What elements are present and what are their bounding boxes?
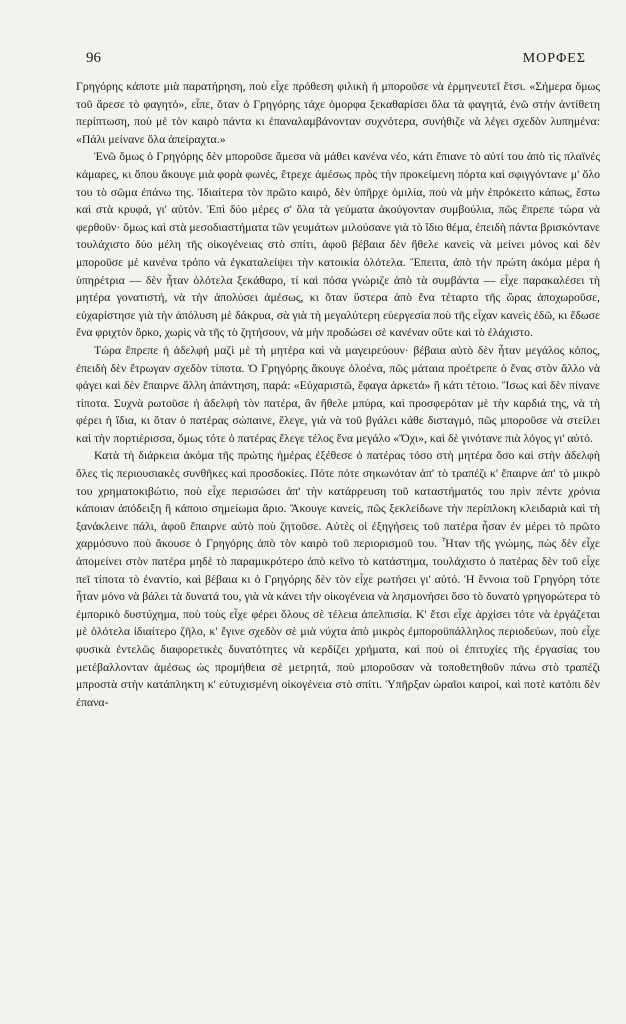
paragraph: Γρηγόρης κάποτε μιὰ παρατήρηση, ποὺ εἶχε πρόθεση φιλικὴ ἡ μποροῦσε νὰ ἑρμηνευτεῖ ἔτσι. «Σήμερα ὅμως τοῦ ἄρεσε τὸ φαγητό», εἶπε, ὅταν ὁ Γρηγόρης τάχε ὁμορφα ξεκαθαρίσει ὅλα τὰ φαγητά, ἐνῶ στὴν ἀντίθετη περίπτωση, ποὺ μὲ τὸν καιρὸ πάντα κι ἐπαναλαμβάνονταν συχνότερα, συνήθιζε νὰ λέγει σχεδὸν λυπημένα: «Πάλι μείνανε ὅλα ἀπείραχτα.»: [76, 79, 600, 146]
page-header: [86, 50, 586, 67]
page-body: [76, 78, 600, 711]
paragraph: Τώρα ἔπρεπε ἡ ἀδελφή μαζὶ μὲ τὴ μητέρα καὶ νὰ μαγειρεύουν· βέβαια αὐτὸ δὲν ἦταν μεγάλος κόπος, ἐπειδὴ δὲν ἔτρωγαν σχεδὸν τίποτα. Ὁ Γρηγόρης ἄκουγε ὁλοένα, πῶς μάταια προέτρεπε ὁ ἕνας στὸν ἄλλο νὰ φάγει καὶ δὲν ἔπαιρνε ἄλλη ἀπάντηση, παρά: «Εὐχαριστῶ, ἔφαγα ἀρκετά» ἢ κάτι τέτοιο. Ἴσως καὶ δὲν πίνανε τίποτα. Συχνὰ ρωτοῦσε ἡ ἀδελφὴ τὸν πατέρα, ἂν ἤθελε μπύρα, καὶ προσφερόταν μὲ τὴν καρδιά της, νὰ τὴ φέρει ἡ ἴδια, κι ὅταν ὁ πατέρας σώπαινε, ἔλεγε, γιὰ νὰ τοῦ βγάλει κάθε δισταγμό, πῶς μποροῦσε νὰ στείλει καὶ τὴν πορτιέρισσα, ὅμως τότε ὁ πατέρας ἔλεγε τέλος ἕνα μεγάλο «Ὄχι», καὶ δὲ γινότανε πιὰ λόγος γι' αὐτό.: [76, 342, 600, 445]
paragraph: Κατὰ τὴ διάρκεια ἀκόμα τῆς πρώτης ἡμέρας ἐξέθεσε ὁ πατέρας τόσο στὴ μητέρα ὅσο καὶ στὴν ἀδελφὴ ὅλες τὶς περιουσιακὲς συνθῆκες καὶ προσδοκίες. Πότε πότε σηκωνόταν ἀπ' τὸ τραπέζι κ' ἔπαιρνε ἀπ' τὸ μικρὸ του χρηματοκιβώτιο, ποὺ εἶχε περισώσει ἀπ' τὴν κατάρρευση τοῦ καταστήματός του πρὶν πέντε χρόνια κάποιαν ἀπόδειξη ἢ κάποιο σημείωμα ἄριο. Ἄκουγε κανείς, πῶς ξεκλείδωνε τὴν περίπλοκη κλειδαριὰ καὶ τὴ ξανάκλεινε πάλι, ἀφοῦ ἔπαιρνε αὐτὸ ποὺ ζητοῦσε. Αὐτὲς οἱ ἐξηγήσεις τοῦ πατέρα ἦσαν ἐν μέρει τὸ πρῶτο χαρμόσυνο ποὺ ἄκουσε ὁ Γρηγόρης ἀπὸ τὸν καιρὸ τοῦ περιορισμοῦ του. Ἦταν τῆς γνώμης, πὼς δὲν εἶχε ἀπομείνει στὸν πατέρα μηδὲ τὸ παραμικρότερο ἀπὸ κεῖνο τὸ κατάστημα, τουλάχιστο ὁ πατέρας δὲν τοῦ εἶχε πεῖ τίποτα τὸ ἐναντίο, καὶ βέβαια κι ὁ Γρηγόρης δὲν τὸν εἶχε ρωτήσει γι' αὐτό. Ἡ ἔννοια τοῦ Γρηγόρη τότε ἦταν μόνο νὰ βάλει τὰ δυνατά του, γιὰ νὰ κάνει τὴν οἰκογένεια νὰ λησμονήσει ὅσο τὸ δυνατὸ γρηγορώτερα τὸ ἐμπορικὸ δυστύχημα, ποὺ τοὺς εἶχε φέρει ὅλους σὲ τέλεια ἀπελπισία. Κ' ἔτσι εἶχε ἀρχίσει τότε νὰ ἐργάζεται μὲ ὁλότελα ἰδιαίτερο ζῆλο, κ' ἔγινε σχεδὸν σὲ μιὰ νύχτα ἀπὸ μικρὸς ἐμποροϋπάλληλος περιοδεύων, ποὺ εἶχε φυσικὰ ἐντελῶς διαφορετικὲς δυνατότητες νὰ κερδίζει χρήματα, καὶ ποὺ οἱ ἐπιτυχίες τῆς ἐργασίας του μετέβαλλονταν ἀμέσως ὡς προμήθεια σὲ μετρητά, ποὺ μποροῦσαν νὰ τοποθετηθοῦν πάνω στὸ τραπέζι μπροστὰ στὴν κατάπληκτη κ' εὐτυχισμένη οἰκογένεια στὸ σπίτι. Ὑπῆρξαν ὡραῖοι καιροί, καὶ ποτὲ κατόπι δὲν ἐπανα-: [76, 448, 600, 709]
page-number: 96: [86, 50, 101, 66]
running-title: ΜΟΡΦΕΣ: [522, 51, 586, 66]
paragraph: Ἐνῶ ὅμως ὁ Γρηγόρης δὲν μποροῦσε ἄμεσα νὰ μάθει κανένα νέο, κάτι ἔπιανε τὸ αὐτί του ἀπὸ τὶς πλαϊνές κάμαρες, κι ὅπου ἄκουγε μιὰ φορὰ φωνές, ἔτρεχε ἀμέσως πρὸς τὴν προκείμενη πόρτα καὶ σφιγγόντανε μ' ὅλο του τὸ σῶμα ἐπάνω της. Ἰδιαίτερα τὸν πρῶτο καιρό, δὲν ὑπῆρχε ὁμιλία, ποὺ νὰ μὴν ἐπρόκειτο κάπως, ἔστω καὶ στὰ κρυφά, γι' αὐτόν. Ἐπὶ δύο μέρες σ' ὅλα τὰ γεύματα ἀκούγονταν συμβούλια, πῶς ἔπρεπε τώρα νὰ φερθοῦν· ὅμως καὶ στὰ μεσοδιαστήματα τῶν γευμάτων μιλούσανε γιὰ τὸ ἴδιο θέμα, ἐπειδὴ πάντα βρισκόντανε τουλάχιστο δύο μέλη τῆς οἰκογένειας στὸ σπίτι, ἀφοῦ βέβαια δὲν ἤθελε κανεὶς νὰ μείνει μόνος καὶ δὲν μποροῦσε μὲ κανένα τρόπο νὰ ἐγκαταλείψει τὴν κατοικία ὁλότελα. Ἔπειτα, ἀπὸ τὴν πρώτη ἀκόμα μέρα ἡ ὑπηρέτρια — δὲν ἦταν ὁλότελα ξεκάθαρο, τί καὶ πόσα γνώριζε ἀπὸ τὰ συμβάντα — εἶχε παρακαλέσει τὴ μητέρα γονατιστή, νὰ τὴν ἀπολύσει ἀμέσως, κι ὅταν ὕστερα ἀπὸ ἕνα τέταρτο τῆς ὥρας ἀποχωροῦσε, εὐχαρίστησε γιὰ τὴν ἀπόλυση μὲ δάκρυα, σὰ γιὰ τὴ μεγαλύτερη εὐεργεσία ποὺ τῆς εἶχαν κανεὶς ἐδῶ, κι ἔδωσε ἕνα φριχτὸν ὅρκο, χωρὶς νὰ τῆς τὸ ζητήσουν, νὰ μὴν προδώσει σὲ κανέναν οὔτε καὶ τὸ ἐλάχιστο.: [76, 149, 600, 340]
